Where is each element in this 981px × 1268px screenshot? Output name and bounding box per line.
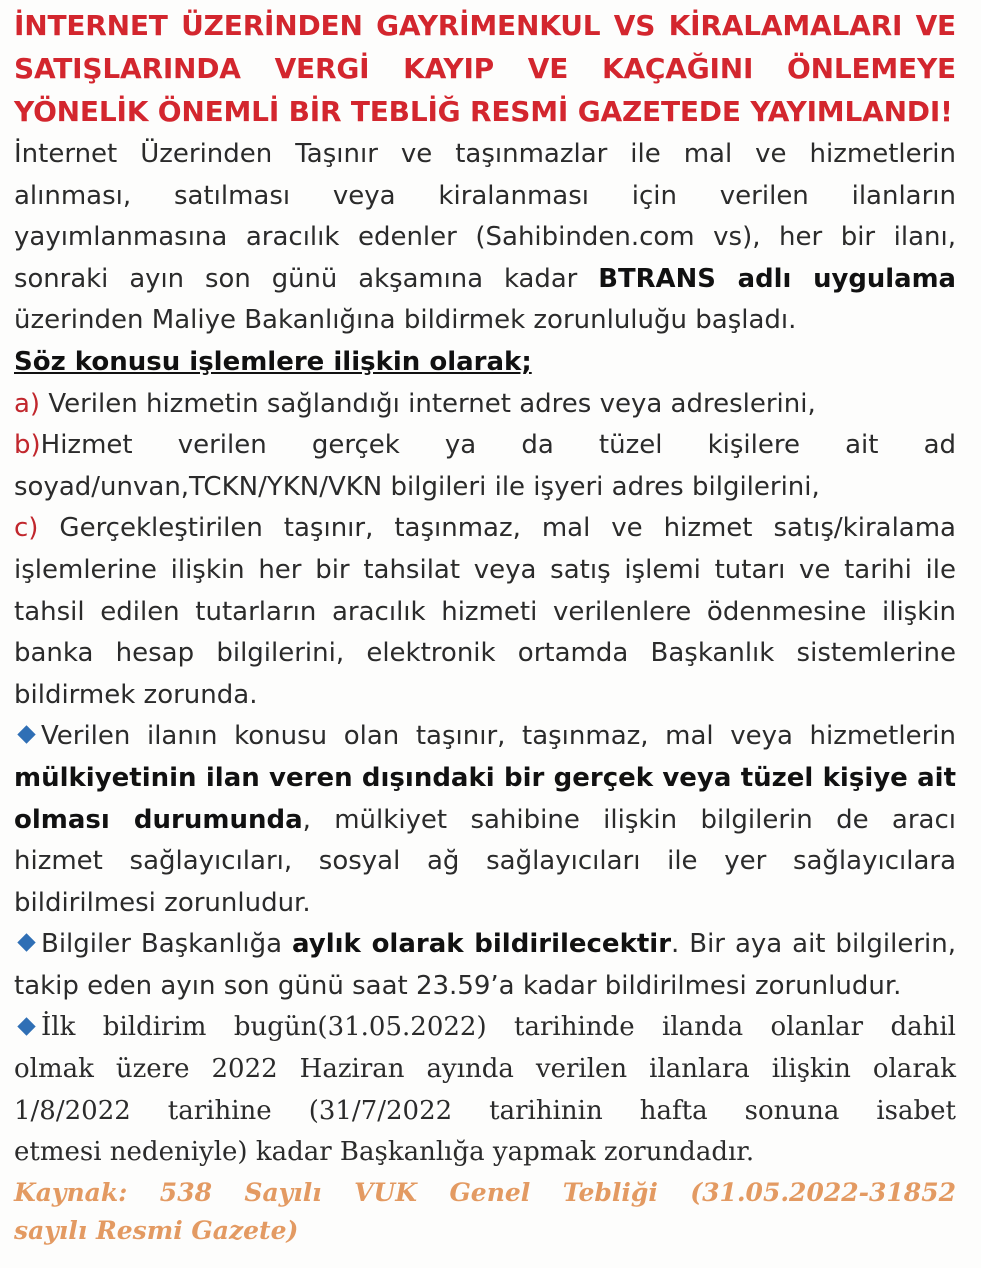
bullet-1-text: Verilen ilanın konusu olan taşınır, taşınmaz, mal veya hizmetlerin <box>41 721 956 752</box>
bullet-2-text: Bilgiler Başkanlığa <box>41 929 293 960</box>
item-c <box>14 508 956 550</box>
item-b-text: Hizmet verilen gerçek ya da tüzel kişilere ait ad <box>40 430 956 461</box>
item-c-continuation: banka hesap bilgilerini, elektronik ortamda Başkanlık sistemlerine <box>14 638 956 669</box>
blue-diamond-icon <box>17 726 35 744</box>
source-line: sayılı Resmi Gazete) <box>14 1215 299 1245</box>
item-a-text: Verilen hizmetin sağlandığı internet adres veya adreslerini, <box>40 388 816 419</box>
source-citation <box>14 1174 956 1250</box>
item-c-continuation: bildirmek zorunda. <box>14 679 258 710</box>
item-b <box>14 425 956 467</box>
bullet-3-line <box>14 1007 956 1049</box>
bullet-3-line: etmesi nedeniyle) kadar Başkanlığa yapmak zorundadır. <box>14 1137 755 1168</box>
intro-text: sonraki ayın son günü akşamına kadar <box>14 263 599 294</box>
bullet-1 <box>14 716 956 924</box>
bullet-3 <box>14 1007 956 1173</box>
bullet-2-emphasis: aylık olarak bildirilecektir <box>292 929 672 960</box>
item-c-label: c) <box>14 513 39 544</box>
bullet-3-line: olmak üzere 2022 Haziran ayında verilen ilanlara ilişkin olarak <box>14 1054 956 1085</box>
item-c-continuation: işlemlerine ilişkin her bir tahsilat veya satış işlemi tutarı ve tarihi ile <box>14 554 956 585</box>
blue-diamond-icon <box>17 1017 35 1035</box>
bullet-3-text: İlk bildirim bugün(31.05.2022) tarihinde ilanda olanlar dahil <box>41 1012 956 1043</box>
headline <box>14 4 956 133</box>
headline-line: İNTERNET ÜZERİNDEN GAYRİMENKUL VS KİRALAMALARI VE <box>14 9 956 42</box>
bullet-1-emphasis: olması durumunda <box>14 804 303 835</box>
item-b-label: b) <box>14 430 41 461</box>
bullet-1-emphasis: mülkiyetinin ilan veren dışındaki bir gerçek veya tüzel kişiye ait <box>14 762 956 793</box>
intro-line: alınması, satılması veya kiralanması için verilen ilanların <box>14 180 956 211</box>
source-line: Kaynak: 538 Sayılı VUK Genel Tebliği (31.05.2022-31852 <box>14 1177 956 1207</box>
bullet-2-line: takip eden ayın son günü saat 23.59’a kadar bildirilmesi zorunludur. <box>14 970 902 1001</box>
bullet-1-line <box>14 716 956 758</box>
document-content <box>14 4 956 1250</box>
item-a <box>14 384 956 426</box>
item-a-label: a) <box>14 388 41 419</box>
btrans-emphasis: BTRANS adlı uygulama <box>598 263 956 294</box>
headline-line: YÖNELİK ÖNEMLİ BİR TEBLİĞ RESMİ GAZETEDE YAYIMLANDI! <box>14 95 953 128</box>
item-c-continuation: tahsil edilen tutarların aracılık hizmeti verilenlere ödenmesine ilişkin <box>14 596 956 627</box>
bullet-2-line <box>14 924 956 966</box>
intro-line: İnternet Üzerinden Taşınır ve taşınmazlar ile mal ve hizmetlerin <box>14 139 956 169</box>
bullet-1-line <box>14 758 956 800</box>
item-b-continuation: soyad/unvan,TCKN/YKN/VKN bilgileri ile işyeri adres bilgilerini, <box>14 471 820 502</box>
blue-diamond-icon <box>17 934 35 952</box>
intro-line <box>14 259 956 301</box>
bullet-3-line: 1/8/2022 tarihine (31/7/2022 tarihinin hafta sonuna isabet <box>14 1095 956 1126</box>
subheading: Söz konusu işlemlere ilişkin olarak; <box>14 346 532 377</box>
bullet-1-line <box>14 800 956 842</box>
intro-line: yayımlanmasına aracılık edenler (Sahibinden.com vs), her bir ilanı, <box>14 222 956 253</box>
subheading-line <box>14 342 956 384</box>
items-section <box>14 342 956 716</box>
bullet-2 <box>14 924 956 1007</box>
bullet-1-text: , mülkiyet sahibine ilişkin bilgilerin de aracı <box>302 804 956 835</box>
headline-line: SATIŞLARINDA VERGİ KAYIP VE KAÇAĞINI ÖNLEMEYE <box>14 52 956 85</box>
item-c-text: Gerçekleştirilen taşınır, taşınmaz, mal ve hizmet satış/kiralama <box>38 513 956 544</box>
bullet-1-line: hizmet sağlayıcıları, sosyal ağ sağlayıcıları ile yer sağlayıcılara <box>14 846 956 877</box>
intro-line: üzerinden Maliye Bakanlığına bildirmek zorunluluğu başladı. <box>14 305 797 336</box>
intro-paragraph <box>14 134 956 342</box>
bullet-1-line: bildirilmesi zorunludur. <box>14 887 311 918</box>
bullet-2-text: . Bir aya ait bilgilerin, <box>671 929 956 960</box>
